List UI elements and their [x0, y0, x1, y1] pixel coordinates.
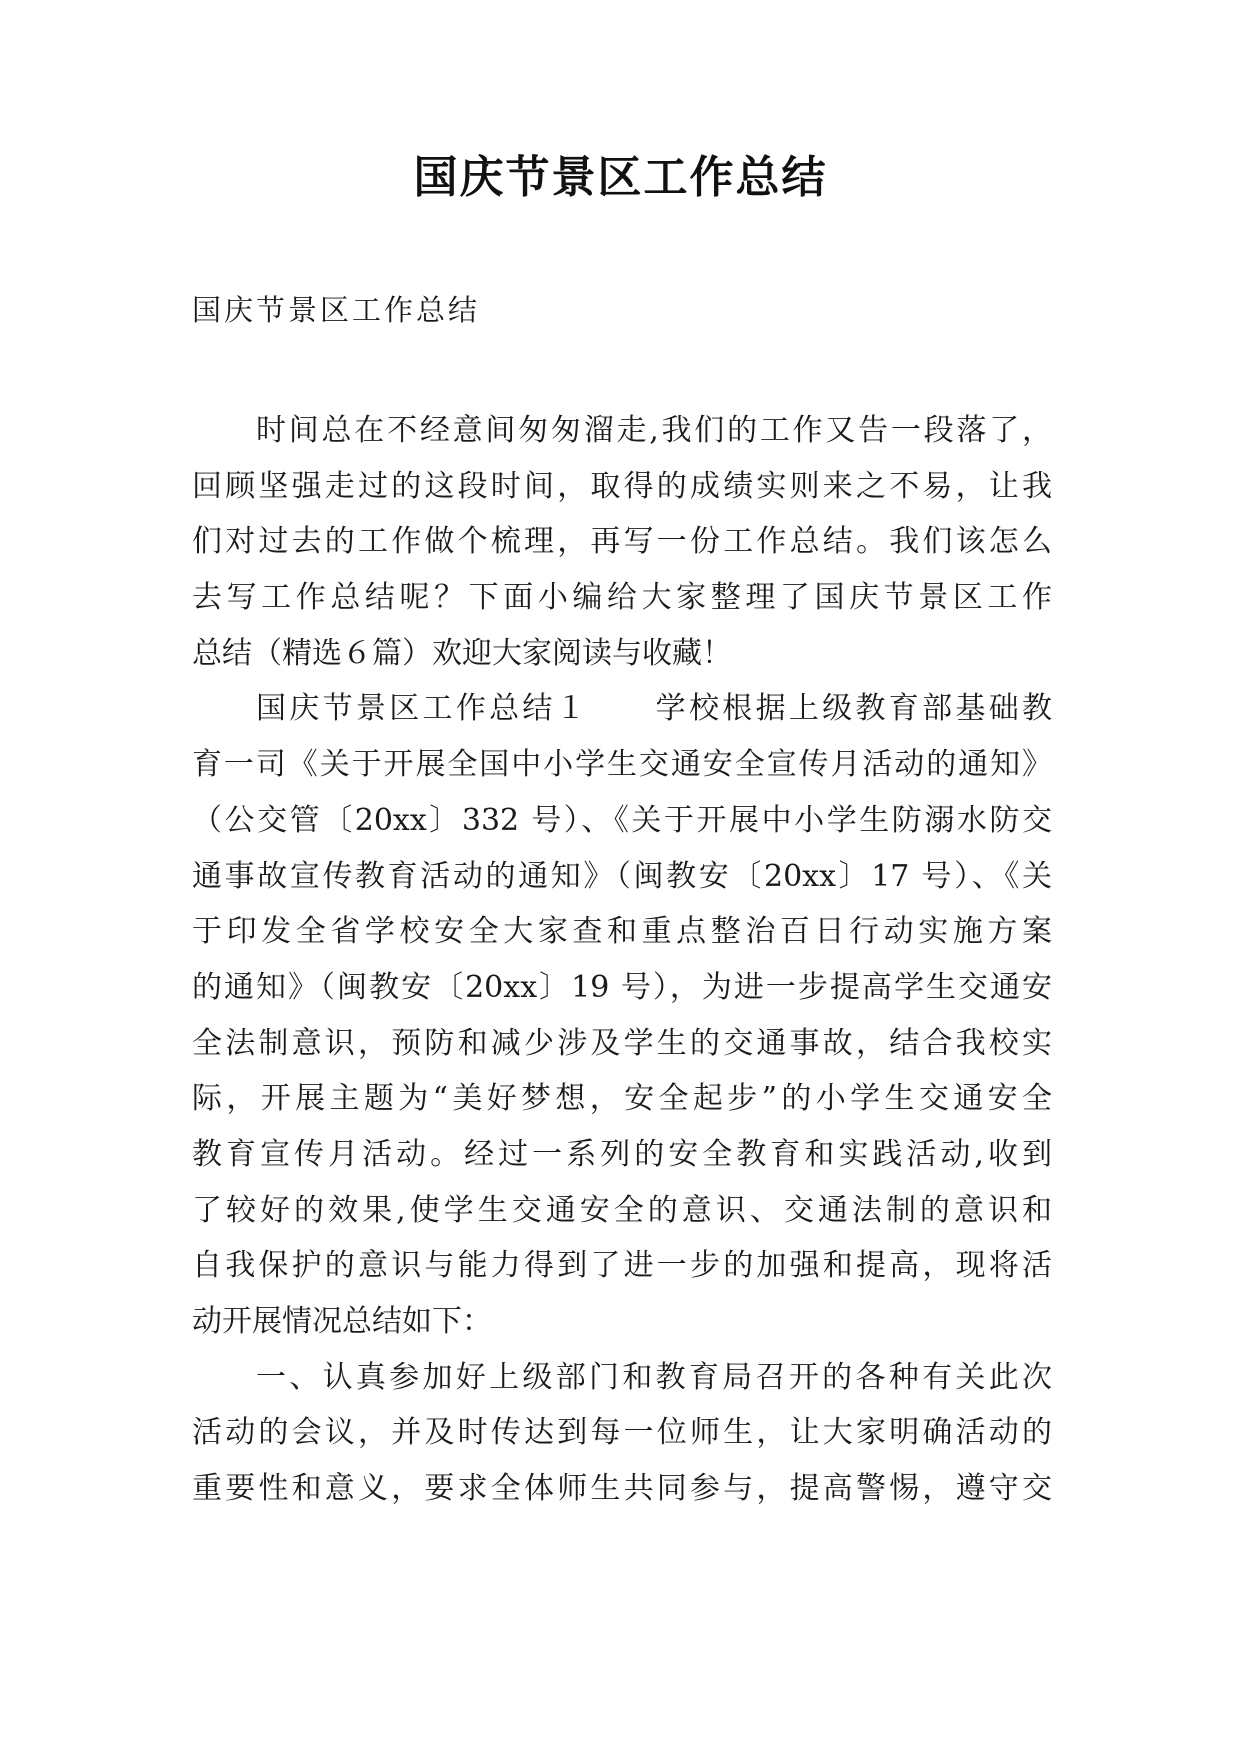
body-line: 一、认真参加好上级部门和教育局召开的各种有关此次	[256, 1359, 1052, 1395]
body-line: 动开展情况总结如下：	[192, 1304, 492, 1339]
body-line: 活动的会议，并及时传达到每一位师生，让大家明确活动的	[192, 1415, 1052, 1451]
body-line: 回顾坚强走过的这段时间，取得的成绩实则来之不易，让我	[192, 468, 1052, 504]
body-line: 去写工作总结呢？下面小编给大家整理了国庆节景区工作	[192, 580, 1052, 616]
body-line: 自我保护的意识与能力得到了进一步的加强和提高，现将活	[192, 1248, 1052, 1284]
body-line: 际，开展主题为“美好梦想，安全起步”的小学生交通安全	[192, 1081, 1052, 1117]
body-line: （公交管〔20xx〕332 号）、《关于开展中小学生防溺水防交	[192, 802, 1052, 838]
body-line: 时间总在不经意间匆匆溜走,我们的工作又告一段落了，	[256, 413, 1052, 448]
body-line: 重要性和意义，要求全体师生共同参与，提高警惕，遵守交	[192, 1471, 1052, 1507]
body-line: 全法制意识，预防和减少涉及学生的交通事故，结合我校实	[192, 1025, 1052, 1061]
body-line: 于印发全省学校安全大家查和重点整治百日行动实施方案	[192, 914, 1052, 950]
body-line: 们对过去的工作做个梳理，再写一份工作总结。我们该怎么	[192, 524, 1052, 560]
body-line: 通事故宣传教育活动的通知》（闽教安〔20xx〕17 号）、《关	[192, 858, 1052, 894]
body-line: 育一司《关于开展全国中小学生交通安全宣传月活动的通知》	[192, 747, 1052, 783]
body-line: 国庆节景区工作总结１ 学校根据上级教育部基础教	[256, 691, 1052, 727]
body-line: 了较好的效果,使学生交通安全的意识、交通法制的意识和	[192, 1192, 1052, 1228]
document-body	[192, 403, 1052, 1517]
body-line: 总结（精选６篇）欢迎大家阅读与收藏！	[192, 635, 732, 671]
body-line: 教育宣传月活动。经过一系列的安全教育和实践活动,收到	[192, 1136, 1052, 1172]
body-line: 的通知》（闽教安〔20xx〕19 号），为进一步提高学生交通安	[192, 969, 1052, 1005]
document-subtitle: 国庆节景区工作总结	[192, 293, 481, 327]
document-title: 国庆节景区工作总结	[413, 152, 828, 203]
